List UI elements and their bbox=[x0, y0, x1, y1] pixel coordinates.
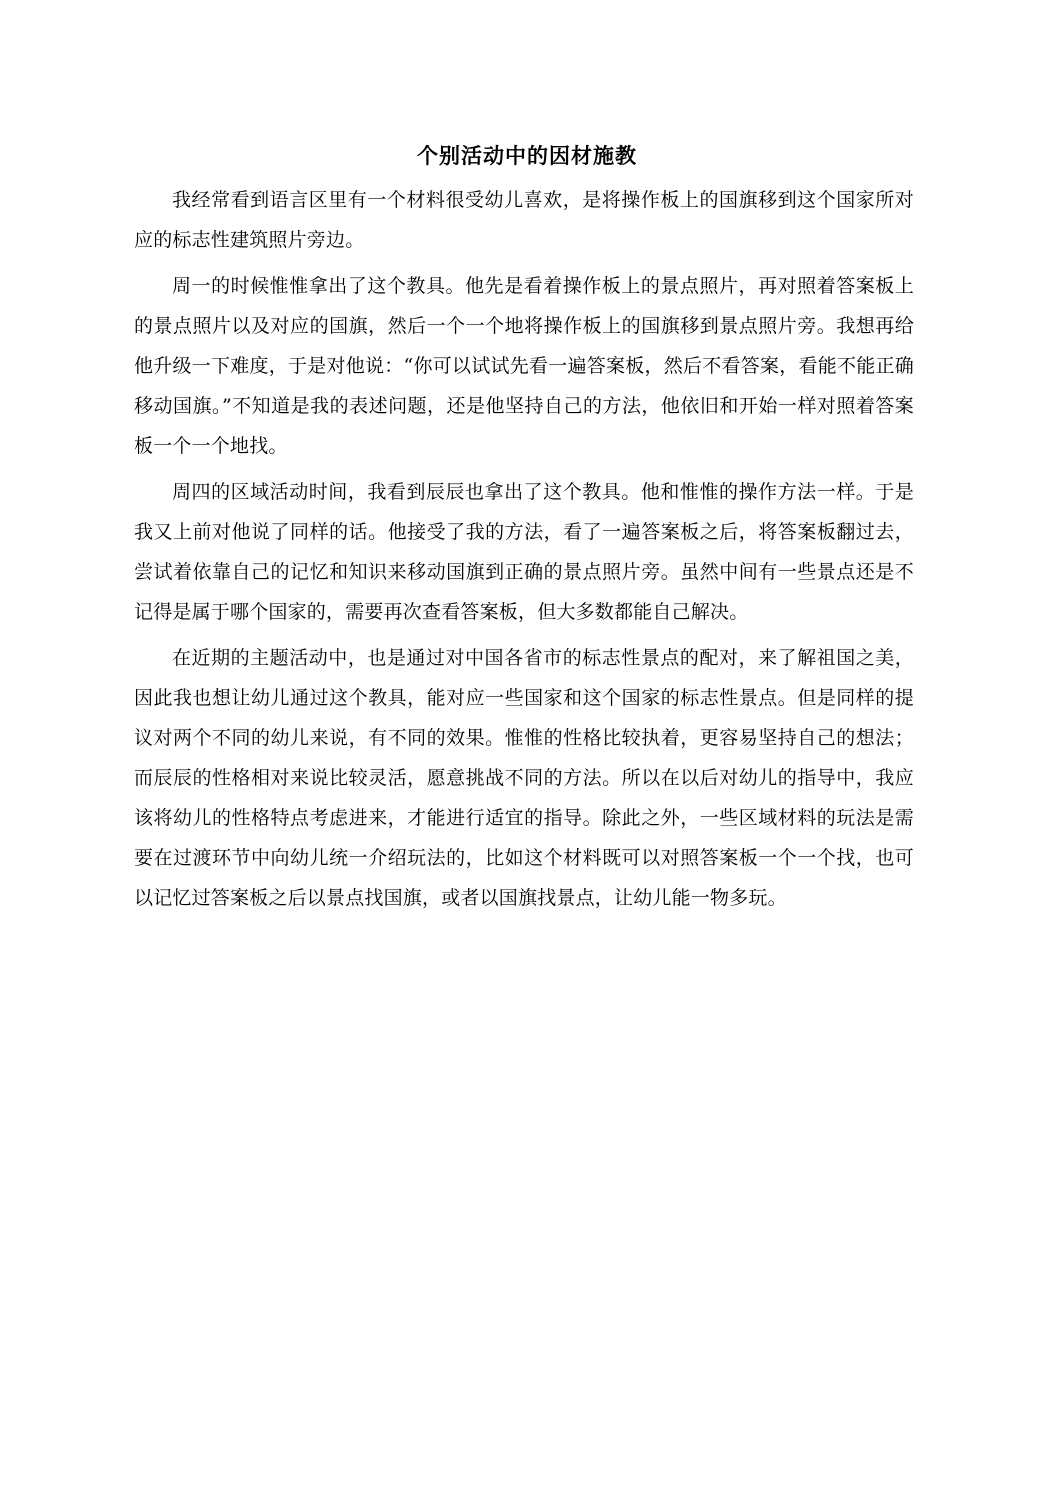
paragraph-3: 周四的区域活动时间，我看到辰辰也拿出了这个教具。他和惟惟的操作方法一样。于是我又上前对他说了同样的话。他接受了我的方法，看了一遍答案板之后，将答案板翻过去，尝试着依靠自己的记忆和知识来移动国旗到正确的景点照片旁。虽然中间有一些景点还是不记得是属于哪个国家的，需要再次查看答案板，但大多数都能自己解决。 bbox=[134, 481, 914, 623]
paragraph-4: 在近期的主题活动中，也是通过对中国各省市的标志性景点的配对，来了解祖国之美，因此我也想让幼儿通过这个教具，能对应一些国家和这个国家的标志性景点。但是同样的提议对两个不同的幼儿来说，有不同的效果。惟惟的性格比较执着，更容易坚持自己的想法；而辰辰的性格相对来说比较灵活，愿意挑战不同的方法。所以在以后对幼儿的指导中，我应该将幼儿的性格特点考虑进来，才能进行适宜的指导。除此之外，一些区域材料的玩法是需要在过渡环节中向幼儿统一介绍玩法的，比如这个材料既可以对照答案板一个一个找，也可以记忆过答案板之后以景点找国旗，或者以国旗找景点，让幼儿能一物多玩。 bbox=[134, 647, 914, 909]
paragraph-1: 我经常看到语言区里有一个材料很受幼儿喜欢，是将操作板上的国旗移到这个国家所对应的标志性建筑照片旁边。 bbox=[134, 189, 914, 251]
document-title: 个别活动中的因材施教 bbox=[417, 143, 637, 168]
paragraph-2: 周一的时候惟惟拿出了这个教具。他先是看着操作板上的景点照片，再对照着答案板上的景点照片以及对应的国旗，然后一个一个地将操作板上的国旗移到景点照片旁。我想再给他升级一下难度，于是对他说：“你可以试试先看一遍答案板，然后不看答案，看能不能正确移动国旗。”不知道是我的表述问题，还是他坚持自己的方法，他依旧和开始一样对照着答案板一个一个地找。 bbox=[134, 275, 914, 457]
document-body bbox=[134, 140, 914, 924]
